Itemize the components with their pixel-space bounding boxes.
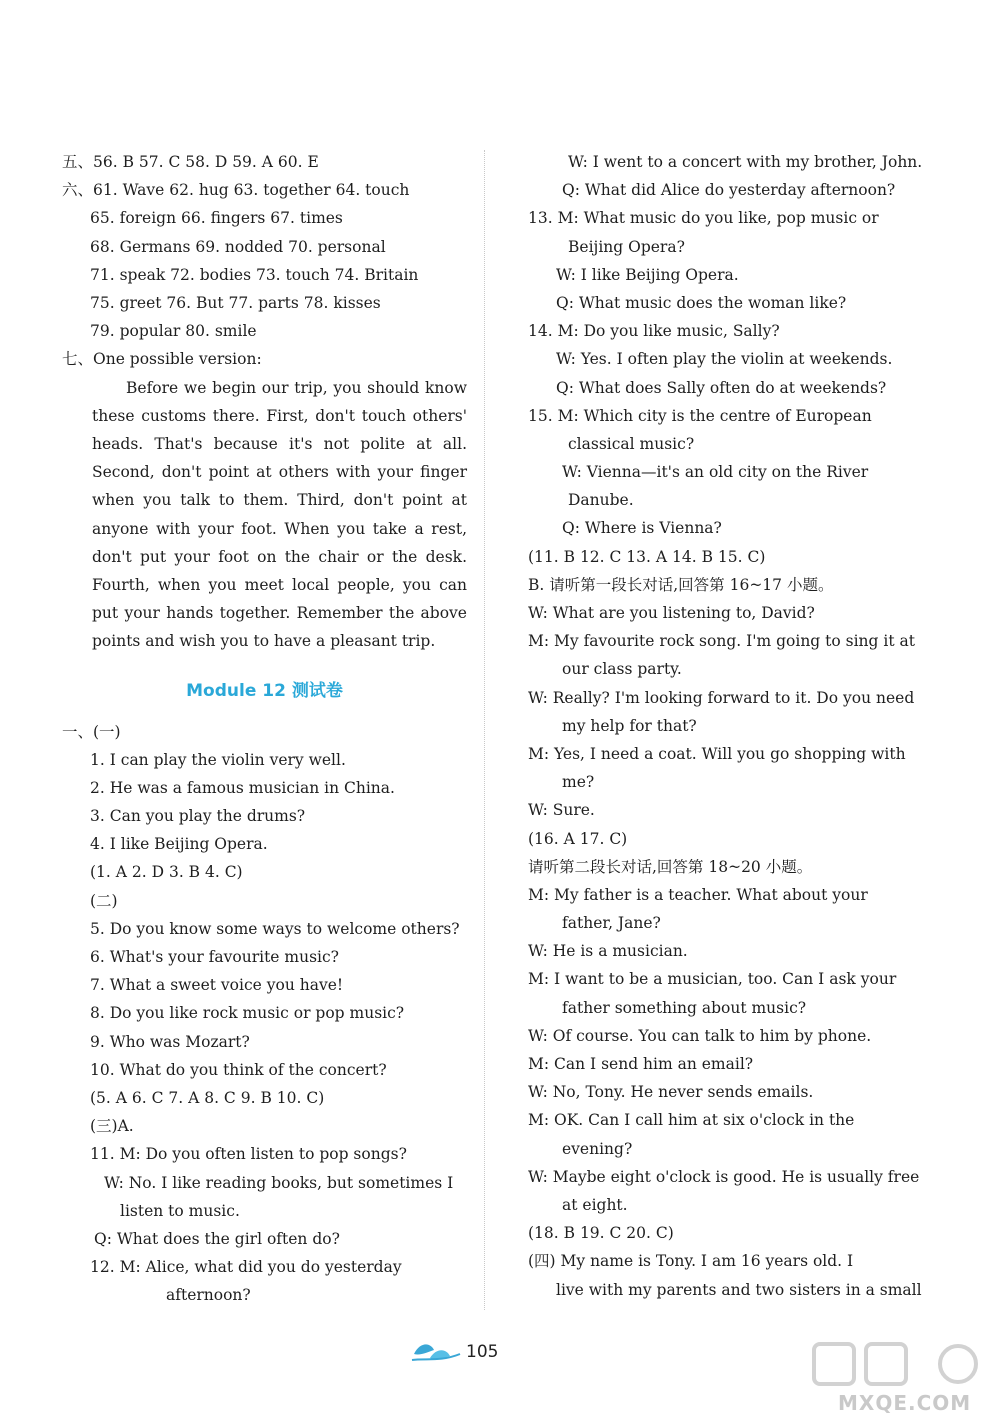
module-title: Module 12 测试卷 <box>186 680 343 701</box>
answer-key: (1. A 2. D 3. B 4. C) <box>90 863 243 882</box>
dialogue-line: W: Of course. You can talk to him by phone. <box>528 1026 872 1045</box>
leaf-ornament-icon <box>410 1336 462 1370</box>
dialogue-line: me? <box>562 773 595 792</box>
answer-key: (5. A 6. C 7. A 8. C 9. B 10. C) <box>90 1088 325 1107</box>
part-4-line: (四) My name is Tony. I am 16 years old. I <box>528 1252 854 1271</box>
essay-text: Before we begin our trip, you should know these customs there. First, don't touch others' heads. That's because it's not polite at all. Second, don't point at others with your finger when you talk to them. Third, don't point at anyone with your foot. When you take a rest, don't put your foot on the chair or the desk. Fourth, when you meet local people, you can put your hands together. Remember the above points and wish you to have a pleasant trip. <box>92 378 467 651</box>
dialogue-line: W: I went to a concert with my brother, John. <box>568 153 923 171</box>
listening-item: 3. Can you play the drums? <box>90 807 306 826</box>
model-essay <box>62 374 467 656</box>
dialogue-line: W: Maybe eight o'clock is good. He is usually free <box>528 1167 920 1186</box>
dialogue-line: 12. M: Alice, what did you do yesterday <box>90 1258 402 1277</box>
dialogue-line: evening? <box>562 1139 633 1158</box>
listening-item: 7. What a sweet voice you have! <box>90 976 344 995</box>
answer-key: (16. A 17. C) <box>528 829 628 848</box>
dialogue-line: at eight. <box>562 1195 628 1214</box>
dialogue-line: M: OK. Can I call him at six o'clock in the <box>528 1111 855 1130</box>
part-3-heading: (三)A. <box>90 1117 134 1136</box>
dialogue-2-heading: 请听第二段长对话,回答第 18~20 小题。 <box>528 857 813 876</box>
dialogue-line: M: Yes, I need a coat. Will you go shopping with <box>528 744 906 763</box>
dialogue-line: M: My favourite rock song. I'm going to sing it at <box>528 632 915 651</box>
dialogue-line: W: What are you listening to, David? <box>528 604 815 622</box>
dialogue-line: W: Yes. I often play the violin at weekends. <box>556 350 893 369</box>
column-divider <box>484 150 485 1310</box>
dialogue-line: 13. M: What music do you like, pop music or <box>528 209 879 228</box>
section-b-heading: B. 请听第一段长对话,回答第 16~17 小题。 <box>528 575 834 594</box>
section-6-answers: 71. speak 72. bodies 73. touch 74. Britain <box>90 265 419 284</box>
answer-key: (11. B 12. C 13. A 14. B 15. C) <box>528 547 766 566</box>
dialogue-line: my help for that? <box>562 716 697 735</box>
watermark-url: MXQE.COM <box>838 1391 972 1415</box>
section-6-answers: 68. Germans 69. nodded 70. personal <box>90 237 386 256</box>
dialogue-line: M: I want to be a musician, too. Can I ask your <box>528 970 897 989</box>
left-column <box>62 148 467 1309</box>
dialogue-line: father something about music? <box>562 998 807 1017</box>
section-6-answers: 六、61. Wave 62. hug 63. together 64. touch <box>62 181 410 200</box>
section-7-heading: 七、One possible version: <box>62 350 262 369</box>
page-number: 105 <box>466 1342 499 1362</box>
dialogue-line: W: Sure. <box>528 801 595 820</box>
dialogue-line: W: No. I like reading books, but sometimes I <box>104 1173 454 1192</box>
section-6-answers: 79. popular 80. smile <box>90 322 257 341</box>
dialogue-line: W: I like Beijing Opera. <box>556 265 739 284</box>
dialogue-line: 11. M: Do you often listen to pop songs? <box>90 1145 407 1164</box>
dialogue-line: our class party. <box>562 660 682 679</box>
dialogue-line: Beijing Opera? <box>568 237 685 256</box>
dialogue-line: classical music? <box>568 434 695 453</box>
dialogue-line: afternoon? <box>166 1286 251 1305</box>
dialogue-line: Q: What did Alice do yesterday afternoon? <box>562 181 896 200</box>
watermark-logo <box>808 1336 978 1396</box>
dialogue-line: 15. M: Which city is the centre of European <box>528 406 872 425</box>
part-1-heading: 一、(一) <box>62 722 121 741</box>
listening-item: 2. He was a famous musician in China. <box>90 778 395 797</box>
part-2-heading: (二) <box>90 891 118 910</box>
section-6-answers: 65. foreign 66. fingers 67. times <box>90 209 343 228</box>
listening-item: 4. I like Beijing Opera. <box>90 835 268 854</box>
dialogue-line: Q: Where is Vienna? <box>562 519 722 538</box>
dialogue-line: Danube. <box>568 491 634 510</box>
listening-item: 5. Do you know some ways to welcome others? <box>90 919 460 938</box>
dialogue-line: Q: What music does the woman like? <box>556 293 847 312</box>
answer-key: (18. B 19. C 20. C) <box>528 1224 674 1243</box>
listening-item: 10. What do you think of the concert? <box>90 1060 387 1079</box>
listening-item: 9. Who was Mozart? <box>90 1032 250 1051</box>
dialogue-line: father, Jane? <box>562 914 661 933</box>
dialogue-line: Q: What does the girl often do? <box>94 1229 340 1248</box>
part-4-line: live with my parents and two sisters in a small <box>556 1280 922 1299</box>
listening-item: 1. I can play the violin very well. <box>90 750 346 769</box>
right-column <box>528 148 923 1304</box>
listening-item: 8. Do you like rock music or pop music? <box>90 1004 405 1023</box>
listening-item: 6. What's your favourite music? <box>90 948 339 967</box>
section-5-answers: 五、56. B 57. C 58. D 59. A 60. E <box>62 153 319 171</box>
dialogue-line: listen to music. <box>120 1201 240 1220</box>
dialogue-line: W: No, Tony. He never sends emails. <box>528 1083 814 1102</box>
dialogue-line: M: Can I send him an email? <box>528 1055 754 1073</box>
dialogue-line: W: Vienna—it's an old city on the River <box>562 463 869 482</box>
dialogue-line: W: Really? I'm looking forward to it. Do you need <box>528 688 915 707</box>
dialogue-line: M: My father is a teacher. What about your <box>528 885 868 904</box>
dialogue-line: 14. M: Do you like music, Sally? <box>528 322 780 341</box>
dialogue-line: W: He is a musician. <box>528 942 688 961</box>
dialogue-line: Q: What does Sally often do at weekends? <box>556 378 887 397</box>
section-6-answers: 75. greet 76. But 77. parts 78. kisses <box>90 293 381 312</box>
